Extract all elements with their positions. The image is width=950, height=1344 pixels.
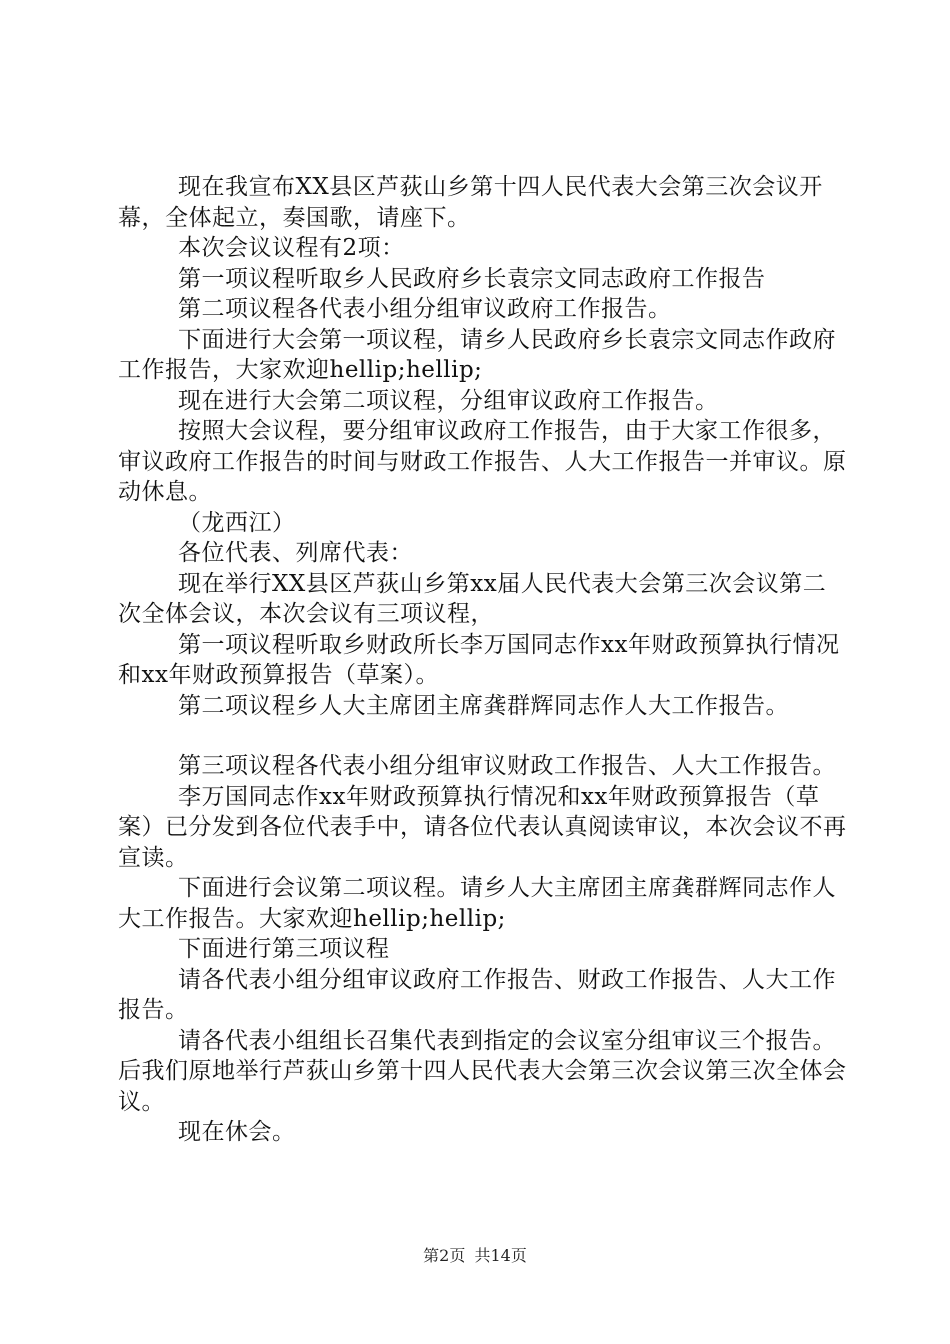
paragraph: 现在我宣布XX县区芦荻山乡第十四人民代表大会第三次会议开幕，全体起立，奏国歌，请座下。 xyxy=(118,174,823,231)
paragraph: 按照大会议程，要分组审议政府工作报告，由于大家工作很多，审议政府工作报告的时间与财政工作报告、人大工作报告一并审议。原动休息。 xyxy=(118,418,847,505)
paragraph: 下面进行会议第二项议程。请乡人大主席团主席龚群辉同志作人大工作报告。大家欢迎hellip;hellip; xyxy=(118,875,836,932)
paragraph: 各位代表、列席代表： xyxy=(178,540,413,566)
paragraph: 第二项议程各代表小组分组审议政府工作报告。 xyxy=(178,296,672,322)
paragraph: 请各代表小组分组审议政府工作报告、财政工作报告、人大工作报告。 xyxy=(118,966,836,1023)
paragraph: 下面进行第三项议程 xyxy=(178,936,390,962)
paragraph: 第一项议程听取乡财政所长李万国同志作xx年财政预算执行情况和xx年财政预算报告（草案）。 xyxy=(118,631,840,688)
paragraph: 本次会议议程有2项： xyxy=(178,235,405,261)
paragraph: 第二项议程乡人大主席团主席龚群辉同志作人大工作报告。 xyxy=(178,692,789,719)
page-number: 第2页 xyxy=(423,1246,466,1265)
paragraph: 请各代表小组组长召集代表到指定的会议室分组审议三个报告。后我们原地举行芦荻山乡第十四人民代表大会第三次会议第三次全体会议。 xyxy=(118,1027,847,1115)
paragraph: 第一项议程听取乡人民政府乡长袁宗文同志政府工作报告 xyxy=(178,265,766,292)
page-footer xyxy=(0,1243,950,1266)
paragraph: 李万国同志作xx年财政预算执行情况和xx年财政预算报告（草案）已分发到各位代表手中，请各位代表认真阅读审议，本次会议不再宣读。 xyxy=(118,783,847,871)
paragraph: 现在休会。 xyxy=(178,1119,296,1145)
paragraph: （龙西江） xyxy=(178,509,296,536)
paragraph: 第三项议程各代表小组分组审议财政工作报告、人大工作报告。 xyxy=(178,753,836,779)
paragraph: 现在进行大会第二项议程，分组审议政府工作报告。 xyxy=(178,387,719,414)
document-body xyxy=(118,172,848,1148)
paragraph: 下面进行大会第一项议程，请乡人民政府乡长袁宗文同志作政府工作报告，大家欢迎hellip;hellip; xyxy=(118,326,836,383)
page-total: 共14页 xyxy=(474,1246,527,1265)
paragraph: 现在举行XX县区芦荻山乡第xx届人民代表大会第三次会议第二次全体会议，本次会议有三项议程， xyxy=(118,570,827,627)
